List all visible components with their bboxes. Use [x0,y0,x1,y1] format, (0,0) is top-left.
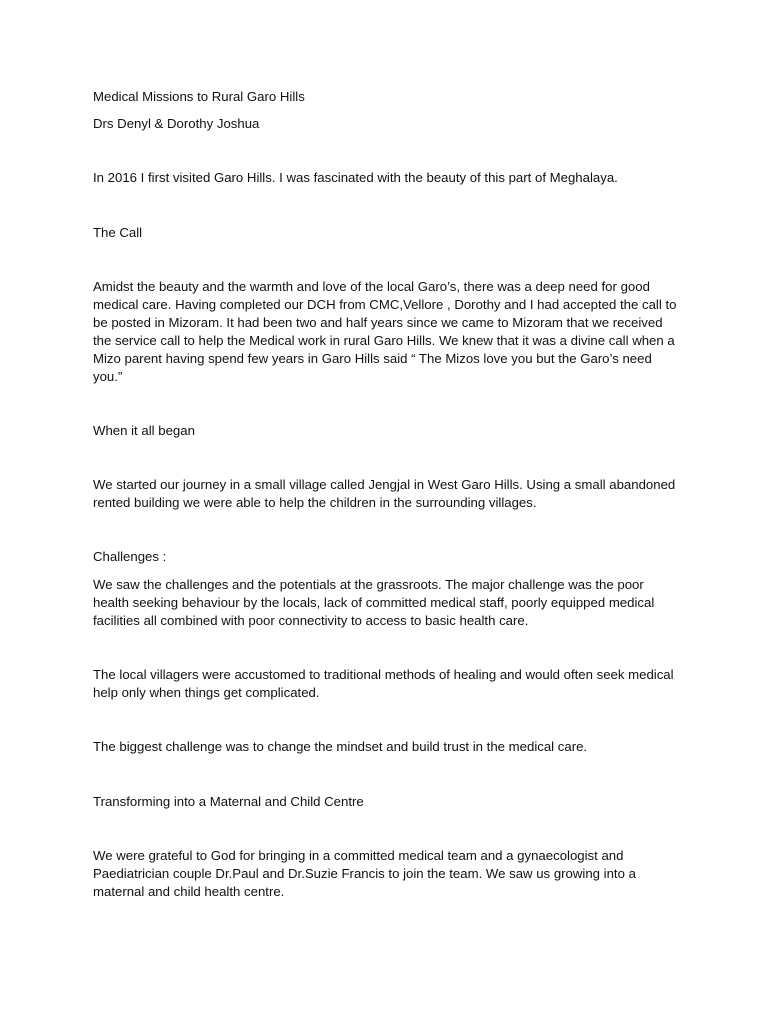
paragraph-line: health seeking behaviour by the locals, lack of committed medical staff, poorly equipped medical [93,595,655,610]
paragraph-challenges-3: The biggest challenge was to change the mindset and build trust in the medical care. [93,739,588,754]
paragraph-line: maternal and child health centre. [93,884,285,899]
paragraph-the-call [93,278,683,386]
intro-paragraph: In 2016 I first visited Garo Hills. I was fascinated with the beauty of this part of Meghalaya. [93,170,618,185]
document-authors: Drs Denyl & Dorothy Joshua [93,116,260,131]
section-heading-transforming: Transforming into a Maternal and Child Centre [93,794,364,809]
paragraph-line: rented building we were able to help the children in the surrounding villages. [93,495,537,510]
paragraph-line: We started our journey in a small village called Jengjal in West Garo Hills. Using a small abandoned [93,477,676,492]
section-heading-the-call: The Call [93,225,143,240]
paragraph-line: be posted in Mizoram. It had been two and half years since we came to Mizoram that we received [93,315,663,330]
paragraph-challenges-1 [93,576,683,630]
paragraph-line: The local villagers were accustomed to traditional methods of healing and would often seek medical [93,667,674,682]
paragraph-line: you.” [93,369,123,384]
paragraph-line: facilities all combined with poor connectivity to access to basic health care. [93,613,529,628]
paragraph-line: Paediatrician couple Dr.Paul and Dr.Suzie Francis to join the team. We saw us growing into a [93,866,636,881]
paragraph-transforming [93,847,683,901]
paragraph-line: help only when things get complicated. [93,685,320,700]
document-title: Medical Missions to Rural Garo Hills [93,89,305,104]
paragraph-line: Amidst the beauty and the warmth and love of the local Garo’s, there was a deep need for good [93,279,650,294]
paragraph-challenges-2 [93,666,683,702]
paragraph-line: the service call to help the Medical work in rural Garo Hills. We knew that it was a divine call when a [93,333,675,348]
section-heading-challenges: Challenges : [93,549,167,564]
paragraph-line: Mizo parent having spend few years in Garo Hills said “ The Mizos love you but the Garo’s need [93,351,652,366]
paragraph-line: We were grateful to God for bringing in a committed medical team and a gynaecologist and [93,848,624,863]
paragraph-line: We saw the challenges and the potentials at the grassroots. The major challenge was the poor [93,577,644,592]
section-heading-when-it-all-began: When it all began [93,423,195,438]
paragraph-line: medical care. Having completed our DCH from CMC,Vellore , Dorothy and I had accepted the call to [93,297,677,312]
paragraph-when-it-all-began [93,476,683,512]
